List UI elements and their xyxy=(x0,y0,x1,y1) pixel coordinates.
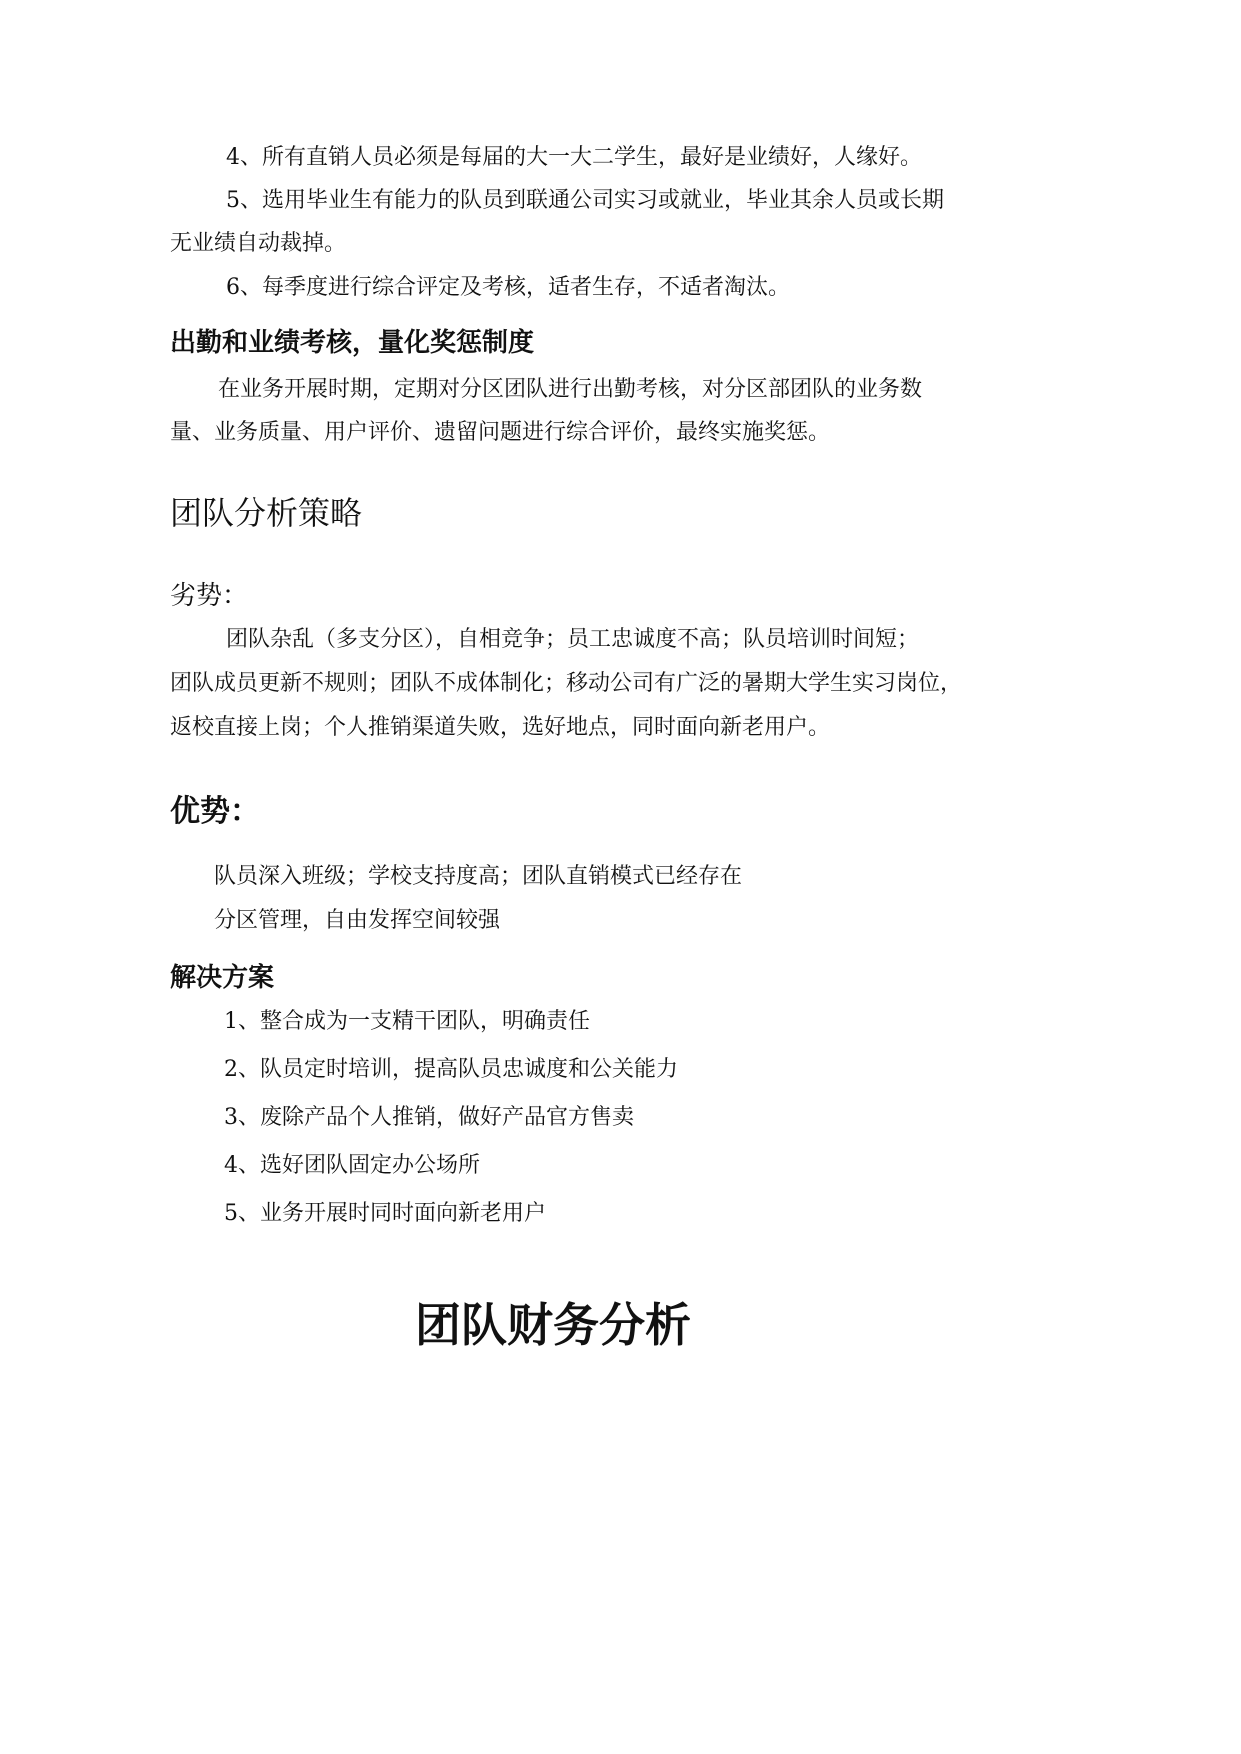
solution-item: 1、整合成为一支精干团队，明确责任 xyxy=(224,1009,590,1034)
strength-line-1: 队员深入班级；学校支持度高；团队直销模式已经存在 xyxy=(214,864,743,889)
weakness-line-1: 团队杂乱（多支分区），自相竞争；员工忠诚度不高；队员培训时间短； xyxy=(226,627,920,652)
finance-heading: 团队财务分析 xyxy=(415,1298,691,1352)
weakness-heading: 劣势： xyxy=(170,581,249,611)
solution-list xyxy=(224,998,678,1238)
attendance-line-1: 在业务开展时期，定期对分区团队进行出勤考核，对分区部团队的业务数 xyxy=(218,377,923,402)
solution-item: 5、业务开展时同时面向新老用户 xyxy=(224,1201,546,1226)
solution-heading: 解决方案 xyxy=(170,963,275,993)
intro-item-5-cont: 无业绩自动裁掉。 xyxy=(170,231,347,256)
weakness-line-3: 返校直接上岗；个人推销渠道失败，选好地点，同时面向新老用户。 xyxy=(170,715,831,740)
solution-item: 2、队员定时培训，提高队员忠诚度和公关能力 xyxy=(224,1057,678,1082)
attendance-heading: 出勤和业绩考核，量化奖惩制度 xyxy=(170,328,535,358)
strategy-heading: 团队分析策略 xyxy=(170,494,363,532)
intro-item-5: 5、选用毕业生有能力的队员到联通公司实习或就业，毕业其余人员或长期 xyxy=(226,188,944,213)
intro-item-4: 4、所有直销人员必须是每届的大一大二学生，最好是业绩好，人缘好。 xyxy=(226,145,922,170)
strength-line-2: 分区管理，自由发挥空间较强 xyxy=(214,908,501,933)
attendance-line-2: 量、业务质量、用户评价、遗留问题进行综合评价，最终实施奖惩。 xyxy=(170,420,831,445)
weakness-line-2: 团队成员更新不规则；团队不成体制化；移动公司有广泛的暑期大学生实习岗位， xyxy=(170,671,963,696)
intro-item-6: 6、每季度进行综合评定及考核，适者生存，不适者淘汰。 xyxy=(226,275,790,300)
strength-heading: 优势： xyxy=(170,794,260,829)
solution-item: 4、选好团队固定办公场所 xyxy=(224,1153,480,1178)
solution-item: 3、废除产品个人推销，做好产品官方售卖 xyxy=(224,1105,634,1130)
